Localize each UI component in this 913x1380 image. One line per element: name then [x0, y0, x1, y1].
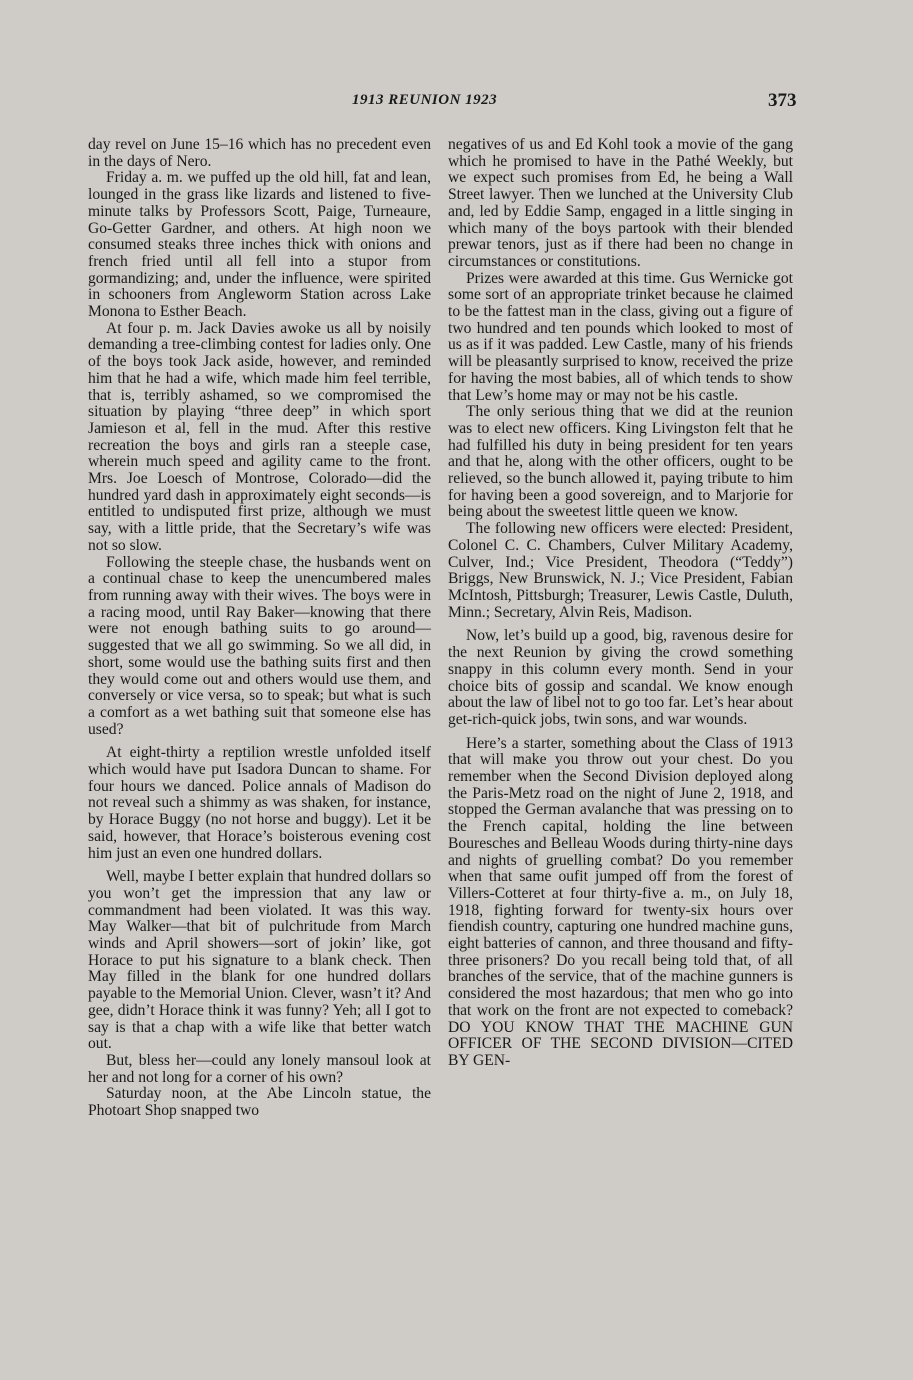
paragraph: negatives of us and Ed Kohl took a movie of the gang which he promised to have in the Pathé Weekly, but we expect such promises from Ed, he being a Wall Street lawyer. Then we lunched at the University Club and, led by Eddie Samp, engaged in a little singing in which many of the boys partook with their blended prewar tenors, just as if there had been no change in circumstances or constitutions.: [448, 136, 793, 270]
paragraph: The only serious thing that we did at the reunion was to elect new officers. King Livingston felt that he had fulfilled his duty in being president for ten years and that he, along with the other officers, ought to be relieved, so the bunch allowed it, paying tribute to him for having been a good sovereign, and to Marjorie for being about the sweetest little queen we know.: [448, 403, 793, 521]
paragraph: Friday a. m. we puffed up the old hill, fat and lean, lounged in the grass like lizards and listened to five-minute talks by Professors Scott, Paige, Turneaure, Go-Getter Gardner, and others. At high noon we consumed steaks three inches thick with onions and french fried until all fell into a stupor from gormandizing; and, under the influence, were spirited in schooners from Angleworm Station across Lake Monona to Esther Beach.: [88, 169, 431, 321]
paragraph: Prizes were awarded at this time. Gus Wernicke got some sort of an appropriate trinket because he claimed to be the fattest man in the class, giving out a figure of two hundred and ten pounds which looked to most of us as if it was padded. Lew Castle, many of his friends will be pleasantly surprised to know, received the prize for having the most babies, all of which tends to show that Lew’s home may or may not be his castle.: [448, 269, 793, 404]
paragraph: At eight-thirty a reptilion wrestle unfolded itself which would have put Isadora Duncan to shame. For four hours we danced. Police annals of Madison do not reveal such a shimmy as was shaken, for instance, by Horace Buggy (no not horse and buggy). Let it be said, however, that Horace’s boisterous evening cost him just an even one hundred dollars.: [88, 744, 431, 862]
paragraph: Well, maybe I better explain that hundred dollars so you won’t get the impression that any law or commandment had been violated. It was this way. May Walker—that bit of pulchritude from March winds and April showers—sort of jokin’ like, got Horace to put his signature to a blank check. Then May filled in the blank for one hundred dollars payable to the Memorial Union. Clever, wasn’t it? And gee, didn’t Horace think it was funny? Yeh; all I got to say is that a chap with a wife like that better watch out.: [88, 868, 431, 1053]
paragraph: Following the steeple chase, the husbands went on a continual chase to keep the unencumbered males from running away with their wives. The boys were in a racing mood, until Ray Baker—knowing that there were not enough bathing suits to go around—suggested that we all go swimming. So we all did, in short, some would use the bathing suits first and then they would come out and others would use them, and conversely or vice versa, so to speak; but what is such a comfort as a wet bathing suit that someone else has used?: [88, 553, 431, 738]
paragraph: Here’s a starter, something about the Class of 1913 that will make you throw out your chest. Do you remember when the Second Division deployed along the Paris-Metz road on the night of June 2, 1918, and stopped the German avalanche that was pressing on to the French capital, holding the line between Bouresches and Belleau Woods during thirty-nine days and nights of gruelling combat? Do you remember when that same oufit jumped off from the forest of Villers-Cotteret at four thirty-five a. m., on July 18, 1918, fighting forward for twenty-six hours over fiendish country, capturing one hundred machine guns, eight batteries of cannon, and three thousand and fifty-three prisoners? Do you recall being told that, of all branches of the service, that of the machine gunners is considered the most hazardous; that men who go into that work on the front are not expected to comeback? DO YOU KNOW THAT THE MACHINE GUN OFFICER OF THE SECOND DIVISION—CITED BY GEN-: [448, 734, 793, 1069]
paragraph: day revel on June 15–16 which has no precedent even in the days of Nero.: [88, 136, 431, 170]
left-column: [88, 137, 431, 1120]
page-header: [0, 92, 913, 116]
page-number: 373: [768, 90, 797, 111]
running-title: 1913 REUNION 1923: [352, 92, 498, 108]
paragraph: At four p. m. Jack Davies awoke us all by noisily demanding a tree-climbing contest for ladies only. One of the boys took Jack aside, however, and reminded him that he had a wife, which made him feel terrible, that is, terribly ashamed, so we compromised the situation by playing “three deep” in which sport Jamieson et al, fell in the mud. After this restive recreation the boys and girls ran a steeple case, wherein much speed and agility came to the front. Mrs. Joe Loesch of Montrose, Colorado—did the hundred yard dash in approximately eight seconds—is entitled to undisputed first prize, although we must say, with a little pride, that the Secretary’s wife was not so slow.: [88, 319, 431, 554]
paragraph: Now, let’s build up a good, big, ravenous desire for the next Reunion by giving the crowd something snappy in this column every month. Send in your choice bits of gossip and scandal. We know enough about the law of libel not to go too far. Let’s hear about get-rich-quick jobs, twin sons, and war wounds.: [448, 627, 793, 728]
right-column: [448, 137, 793, 1070]
paragraph: Saturday noon, at the Abe Lincoln statue, the Photoart Shop snapped two: [88, 1085, 431, 1120]
paragraph: But, bless her—could any lonely mansoul look at her and not long for a corner of his own?: [88, 1051, 431, 1086]
paragraph: The following new officers were elected: President, Colonel C. C. Chambers, Culver Military Academy, Culver, Ind.; Vice President, Theodora (“Teddy”) Briggs, New Brunswick, N. J.; Vice President, Fabian McIntosh, Pittsburgh; Treasurer, Lewis Castle, Duluth, Minn.; Secretary, Alvin Reis, Madison.: [448, 520, 793, 621]
